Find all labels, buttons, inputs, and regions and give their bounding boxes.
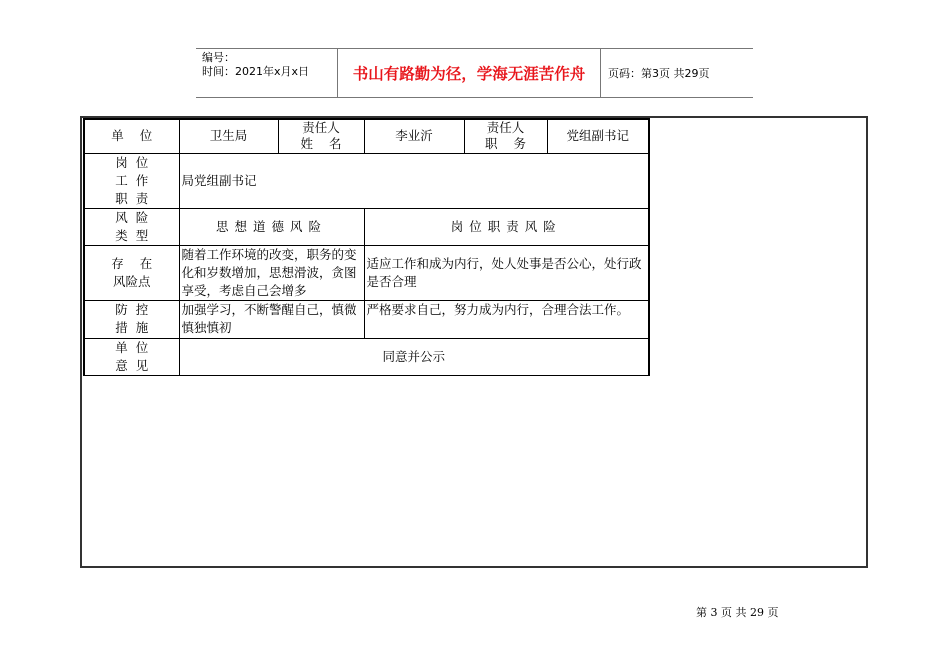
row-opinion (84, 338, 649, 375)
header-meta (196, 49, 338, 97)
risk-type-label-cell (84, 208, 179, 245)
job-duty-label-cell (84, 153, 179, 208)
opinion-label-2: 意 见 (115, 357, 149, 373)
risk-type-label-2: 类 型 (115, 227, 149, 243)
risk-type-label-1: 风 险 (115, 209, 149, 225)
header-page-code: 页码：第3页 共29页 (608, 67, 710, 80)
job-duty-label-2: 工 作 (115, 172, 149, 188)
person-name-label-2: 姓 名 (300, 136, 342, 152)
opinion-label-1: 单 位 (115, 339, 149, 355)
person-duty-label-2: 职 务 (485, 136, 526, 152)
page-footer: 第 3 页 共 29 页 (696, 606, 779, 619)
measures-label-cell (84, 300, 179, 338)
risk-points-label-2: 风险点 (112, 273, 151, 289)
risk-type-post: 岗位职责风险 (364, 208, 649, 245)
row-measures (84, 300, 649, 338)
risk-points-label-cell (84, 245, 179, 300)
job-duty-value: 局党组副书记 (179, 153, 649, 208)
measures-post: 严格要求自己，努力成为内行，合理合法工作。 (364, 300, 649, 338)
row-risk-points (84, 245, 649, 300)
measures-moral: 加强学习，不断警醒自己，慎微慎独慎初 (179, 300, 364, 338)
person-name-label-cell (278, 119, 364, 153)
person-duty-label-cell (464, 119, 547, 153)
unit-label: 单 位 (111, 128, 153, 144)
document-number-label: 编号： (202, 51, 235, 64)
person-duty-value: 党组副书记 (547, 119, 649, 153)
header-motto: 书山有路勤为径，学海无涯苦作舟 (338, 49, 601, 97)
person-name-label-1: 责任人 (302, 120, 340, 136)
document-time-label: 时间：2021年x月x日 (202, 65, 310, 78)
opinion-label-cell (84, 338, 179, 375)
person-duty-label-1: 责任人 (486, 120, 525, 136)
measures-label-1: 防 控 (115, 302, 149, 317)
row-risk-type (84, 208, 649, 245)
unit-label-cell (84, 119, 179, 153)
row-job-duty (84, 153, 649, 208)
page-header (196, 48, 753, 98)
unit-value: 卫生局 (179, 119, 278, 153)
job-duty-label-3: 职 责 (115, 190, 149, 206)
responsibility-table (83, 118, 650, 376)
opinion-value: 同意并公示 (179, 338, 649, 375)
job-duty-label-1: 岗 位 (115, 154, 149, 170)
person-name-value: 李业沂 (364, 119, 464, 153)
risk-points-moral: 随着工作环境的改变，职务的变化和岁数增加，思想滑波，贪图享受，考虑自己会增多 (179, 245, 364, 300)
measures-label-2: 措 施 (115, 320, 149, 335)
risk-points-post: 适应工作和成为内行，处人处事是否公心，处行政是否合理 (364, 245, 649, 300)
risk-type-moral: 思想道德风险 (179, 208, 364, 245)
row-unit (84, 119, 649, 153)
risk-points-label-1: 存 在 (111, 255, 153, 271)
